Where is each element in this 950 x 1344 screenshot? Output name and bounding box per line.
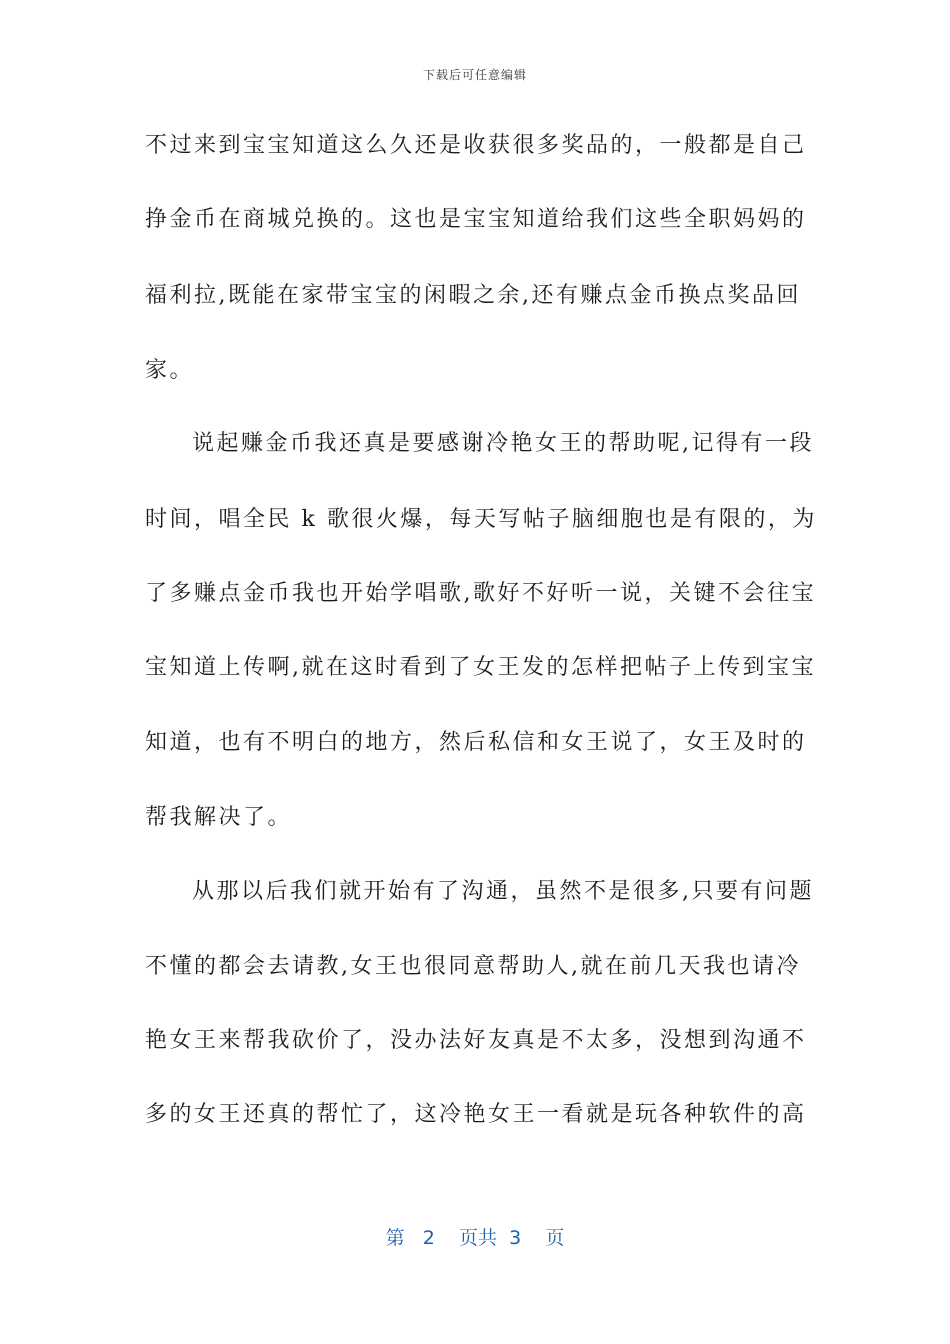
- body-line-3: 福利拉,既能在家带宝宝的闲暇之余,还有赚点金币换点奖品回: [145, 283, 801, 308]
- footer-prefix: 第: [385, 1227, 405, 1249]
- body-line-10: 帮我解决了。: [145, 805, 293, 830]
- footer-page-number: 2: [422, 1227, 435, 1249]
- body-line-11: 从那以后我们就开始有了沟通，虽然不是很多,只要有问题: [192, 879, 814, 904]
- body-line-6: 时间，唱全民 k 歌很火爆，每天写帖子脑细胞也是有限的，为: [145, 507, 817, 532]
- footer-total-pages: 3: [509, 1227, 522, 1249]
- body-line-7: 了多赚点金币我也开始学唱歌,歌好不好听一说，关键不会往宝: [145, 581, 816, 606]
- page-footer: [0, 1225, 950, 1251]
- page-header: 下载后可任意编辑: [422, 68, 527, 82]
- body-line-5: 说起赚金币我还真是要感谢冷艳女王的帮助呢,记得有一段: [192, 431, 814, 456]
- footer-suffix: 页: [545, 1227, 565, 1249]
- body-line-2: 挣金币在商城兑换的。这也是宝宝知道给我们这些全职妈妈的: [145, 207, 807, 232]
- body-line-9: 知道，也有不明白的地方，然后私信和女王说了，女王及时的: [145, 730, 807, 755]
- footer-middle: 页共: [459, 1227, 498, 1249]
- body-line-4: 家。: [145, 358, 195, 383]
- body-line-1: 不过来到宝宝知道这么久还是收获很多奖品的，一般都是自己: [145, 133, 807, 158]
- body-line-8: 宝知道上传啊,就在这时看到了女王发的怎样把帖子上传到宝宝: [145, 655, 816, 680]
- body-line-13: 艳女王来帮我砍价了，没办法好友真是不太多，没想到沟通不: [145, 1028, 807, 1053]
- body-line-14: 多的女王还真的帮忙了，这冷艳女王一看就是玩各种软件的高: [145, 1102, 807, 1127]
- body-line-12: 不懂的都会去请教,女王也很同意帮助人,就在前几天我也请冷: [145, 954, 801, 979]
